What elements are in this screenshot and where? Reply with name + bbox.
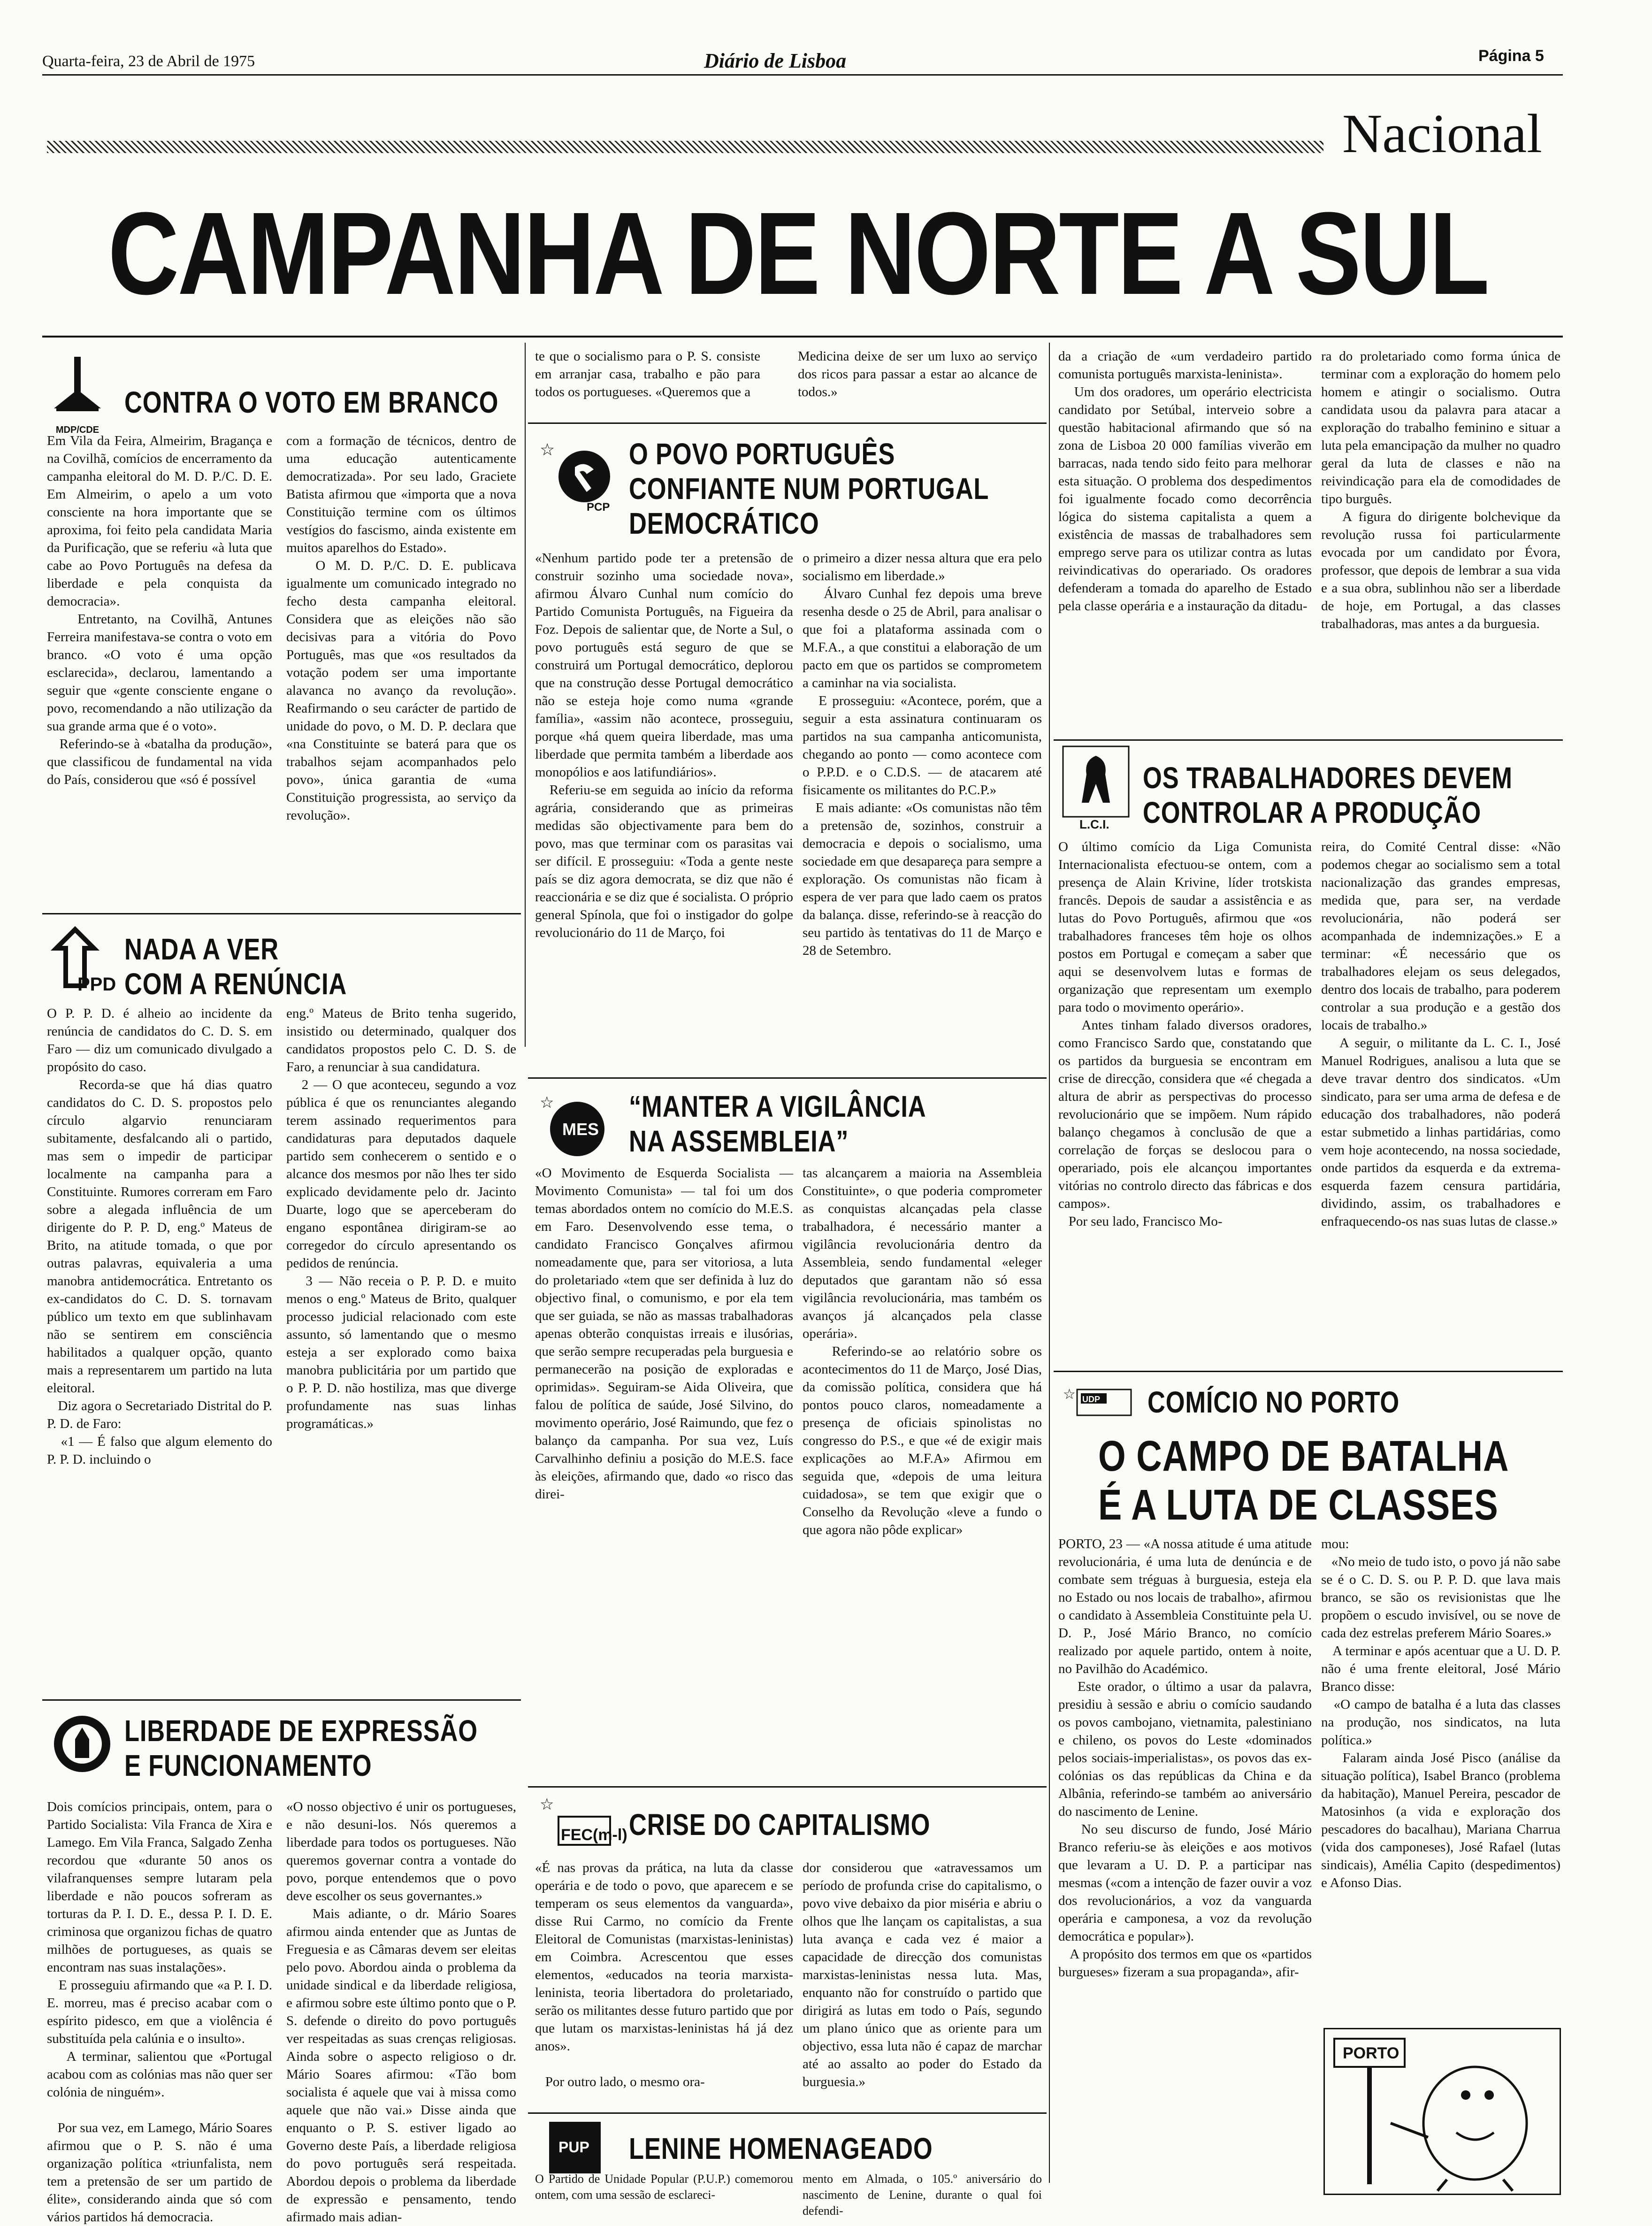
column-divider [525,343,526,1047]
logo-caption: PCP [587,501,610,514]
masthead-rule [42,74,1563,76]
article-title: CRISE DO CAPITALISMO [629,1808,931,1842]
page-number: Página 5 [1478,47,1544,65]
ppd-logo [52,929,117,995]
article-title: O POVO PORTUGUÊS CONFIANTE NUM PORTUGAL DEMOCRÁTICO [629,437,989,540]
article-text-column: mou: «No meio de tudo isto, o povo já não sabe se é o C. D. S. ou P. P. D. que lava mais branco, se são os revisionistas que lhe propõem o escudo invisível, ou se nove de cada dez estrelas preferem Mário Soares.» A terminar e após acentuar que a U. D. P. não é uma frente eleitoral, José Mário Branco disse: «O campo de batalha é a luta das classes na produção, nos sindicatos, na luta política.» Falaram ainda José Pisco (análise da situação política), Isabel Branco (problema da habitação), Manuel Pereira, pescador de Matosinhos (a vida e exploração dos pescadores do bacalhau), Mariana Charrua (vida dos camponeses), José Rafael (lutas sindicais), Amélia Capito (despedimentos) e Afonso Dias. [1321,1536,1561,1890]
article-text-column: dor considerou que «atravessamos um período de profunda crise do capitalismo, o povo vive debaixo da pior miséria e abriu o olhos que lhe lançam os capitalistas, a sua luta avança e cada vez é maior a capacidade de direcção dos comunistas marxistas-leninistas nessa luta. Mas, enquanto não for construído o partido que dirigirá as lutas em todo o País, segundo um plano único que as oriente para um objectivo, essa luta não é capaz de marchar até ao assalto ao poder do Estado da burguesia.» [803,1860,1046,2089]
article-text-column: com a formação de técnicos, dentro de uma educação autenticamente democratizada». Por seu lado, Graciete Batista afirmou que «importa que a nova Constituição termine com os últimos vestígios do fascismo, ainda existente em muitos aparelhos do Estado». O M. D. P./C. D. E. publicava igualmente um comunicado integrado no fecho desta campanha eleitoral. Considera que as eleições não são decisivas para a vitória do Povo Português, mas que «os resultados da votação podem ser uma importante alavanca no avanço da revolução». Reafirmando o seu carácter de partido de unidade do povo, o M. D. P. declara que «na Constituinte se baterá para que os trabalhos sejam acompanhados pelo povo», única garantia de «uma Constituição progressista, ao serviço da revolução». [286,433,516,823]
article-title: LIBERDADE DE EXPRESSÃO E FUNCIONAMENTO [124,1714,478,1782]
article-text-column: te que o socialismo para o P. S. consiste em arranjar casa, trabalho e pão para todos os portugueses. «Queremos que a [535,349,764,399]
article-text-column: «É nas provas da prática, na luta da classe operária e de todo o povo, que aparecem e se temperam os seus elementos da vanguarda», disse Rui Carmo, no comício da Frente Eleitoral de Comunistas (marxistas-leninistas) em Coimbra. Acrescentou que esses elementos, «educados na teoria marxista-leninista, teoria libertadora do proletariado, serão os militantes desse futuro partido que por que lutam os marxistas-leninistas há já dez anos». Por outro lado, o mesmo ora- [535,1860,793,2089]
date-line: Quarta-feira, 23 de Abril de 1975 [42,53,255,70]
logo-caption: MDP/CDE [55,425,99,435]
svg-text:☆: ☆ [540,1796,554,1813]
article-text-column: o primeiro a dizer nessa altura que era pelo socialismo em liberdade.» Álvaro Cunhal fez depois uma breve resenha desde o 25 de Abril, para analisar o que foi a plataforma assinada com o M.F.A., a que constitui a elaboração de um pacto em que os partidos se comprometem a caminhar na via socialista. E prosseguiu: «Acontece, porém, que a seguir a esta assinatura continuaram os partidos na sua campanha anticomunista, chegando ao ponto — como acontece com o P.P.D. e o C.D.S. — de atacarem até fisicamente os militantes do P.C.P.» E mais adiante: «Os comunistas não têm a pretensão de, sozinhos, construir a democracia e depois o socialismo, uma sociedade em que desapareça para sempre a exploração. Os comunistas não ficam à espera de ver para que lado caem os pratos da balança. disse, referindo-se à reacção do seu partido às tentativas do 11 de Março e 28 de Setembro. [803,551,1042,958]
lci-logo [1063,746,1129,831]
article-text-column: O último comício da Liga Comunista Internacionalista efectuou-se ontem, com a presença de Alain Krivine, líder trotskista francês. Depois de saudar a assistência e as lutas do Povo Português, afirmou que «os trabalhadores franceses têm hoje os olhos postos em Portugal e começam a saber que aqui se desenvolvem lutas e formas de organização que representam um exemplo para todo o movimento operário». Antes tinham falado diversos oradores, como Francisco Sardo que, constatando que os partidos da burguesia se encontram em crise de direcção, considera que «é chegada a altura de abrir as perspectivas do processo revolucionário que se impõem. Num rápido balanço chegamos à conclusão de que a correlação de forças se deslocou para o operariado, pois ele alcançou importantes vitórias no controlo directo das fábricas e dos campos». Por seu lado, Francisco Mo- [1058,839,1312,1229]
article-text-column: «O Movimento de Esquerda Socialista — Movimento Comunista» — tal foi um dos temas abordados ontem no comício do M.E.S. em Faro. Desenvolvendo esse tema, o candidato Francisco Gonçalves afirmou nomeadamente que, para ser vitoriosa, a luta do proletariado «tem que ser definida à luz do objectivo final, o comunismo, e por ela tem que ser guiada, se não as massas trabalhadoras apenas obterão conquistas irreais e ilusórias, que serão sempre recuperadas pela burguesia e permanecerão na posição de exploradas e oprimidas». Seguiram-se Aida Oliveira, que falou de política de saúde, José Silvino, do movimento operário, José Raimundo, que fez o balanço da campanha. Por sua vez, Luís Carvalhinho definiu a posição do M.E.S. face às eleições, afirmando que, dado «o risco das direi- [535,1166,797,1502]
article-text-column: O P. P. D. é alheio ao incidente da renúncia de candidatos do C. D. S. em Faro — diz um comunicado divulgado a propósito do caso. Recorda-se que há dias quatro candidatos do C. D. S. propostos pelo círculo algarvio renunciaram subitamente, desfalcando ali o partido, mas sem o impedir de participar localmente na campanha para a Constituinte. Rumores correram em Faro sobre a alegada influência de um dirigente do P. P. D, eng.º Mateus de Brito, na atitude tomada, o que por outras palavras, equivaleria a uma manobra antidemocrática. Entretanto os ex-candidatos do C. D. S. tornavam público um texto em que sublinhavam não se sentirem em consciência habilitados a qualquer opção, quanto mais a representarem um partido na luta eleitoral. Diz agora o Secretariado Distrital do P. P. D. de Faro: «1 — É falso que algum elemento do P. P. D. incluindo o [47,1006,272,1467]
article-text-column: Em Vila da Feira, Almeirim, Bragança e na Covilhã, comícios de encerramento da campanha eleitoral do M. D. P./C. D. E. Em Almeirim, o apelo a um voto consciente na hora importante que se aproxima, foi feito pela candidata Maria da Purificação, que se referiu «à luta que cabe ao Povo Português na defesa da liberdade e pela conquista da democracia». Entretanto, na Covilhã, Antunes Ferreira manifestava-se contra o voto em branco. «O voto é uma opção esclarecida», declarou, lamentando a seguir que «gente consciente engane o povo, recomendando a não utilização da sua grande arma que é o voto». Referindo-se à «batalha da produção», que classificou de fundamental na vida do País, considerou que «só é possível [47,433,273,787]
article-text-column: «Nenhum partido pode ter a pretensão de construir sozinho uma sociedade nova», afirmou Álvaro Cunhal num comício do Partido Comunista Português, na Figueira da Foz. Depois de salientar que, de Norte a Sul, o povo português está seguro de que se construirá um Portugal democrático, deplorou que na construção desse Portugal democrático não se esteja hoje como numa «grande família», «assim não acontece, prosseguiu, porque «há quem queira liberdade, mas uma liberdade que permita também a liberdade aos monopólios e aos latifundiários». Referiu-se em seguida ao início da reforma agrária, considerando que as primeiras medidas são objectivamente para bem do povo, mas que terminar com os parasitas vai ser difícil. E prosseguiu: «Toda a gente neste país se diz agora democrata, se diz que não é reaccionária e se diz que é socialista. O próprio general Spínola, que foi o instigador do golpe revolucionário do 11 de Março, foi [535,551,793,940]
article-divider [528,1077,1047,1079]
article-title: OS TRABALHADORES DEVEM CONTROLAR A PRODUÇÃO [1143,761,1513,829]
mdp-cde-logo [52,357,103,435]
article-text-column: tas alcançarem a maioria na Assembleia Constituinte», o que poderia comprometer as conquistas alcançadas pela classe trabalhadora, é necessário manter a vigilância revolucionária dentro da Assembleia, sendo fundamental «eleger deputados que garantam não só essa vigilância revolucionária, mas também os avanços já alcançados pela classe operária». Referindo-se ao relatório sobre os acontecimentos do 11 de Março, José Dias, da comissão política, considera que há pontos pouco claros, nomeadamente a presença de oficiais spinolistas no congresso do P.S., e que «é de exigir mais explicações ao M.F.A» Afirmou em seguida que, «depois de uma leitura cuidadosa», se tem que exigir que o Conselho da Revolução «leve a fundo o que agora não pôde explicar» [803,1166,1042,1537]
main-headline: CAMPANHA DE NORTE A SUL [108,188,1488,319]
article-text-column: «O nosso objectivo é unir os portugueses, e não desuni-los. Nós queremos a liberdade para todos os portugueses. Não queremos governar contra a vontade do povo, porque entendemos que o povo deve escolher os seus governantes.» Mais adiante, o dr. Mário Soares afirmou ainda entender que as Juntas de Freguesia e as Câmaras devem ser eleitas pelo povo. Abordou ainda o problema da unidade sindical e da liberdade religiosa, e afirmou sobre este último ponto que o P. S. defende o direito do povo português ver respeitadas as suas crenças religiosas. Ainda sobre o aspecto religioso o dr. Mário Soares afirmou: «Tão bom socialista é aquele que vai à missa como aquele que não vai.» Disse ainda que enquanto o P. S. estiver ligado ao Governo deste País, a liberdade religiosa do povo português será respeitada. Abordou depois o problema da liberdade de expressão e pensamento, tendo afirmado mais adian- [286,1799,516,2225]
article-title: LENINE HOMENAGEADO [629,2132,933,2165]
article-divider [42,1699,521,1701]
article-text-column: da a criação de «um verdadeiro partido comunista português marxista-leninista». Um dos oradores, um operário electricista candidato por Setúbal, interveio sobre a questão habitacional afirmando que só na zona de Lisboa 20 000 famílias viverão em barracas, nada tendo sido feito para melhorar esta situação. O problema dos despedimentos foi igualmente focado como decorrência lógica do sistema capitalista a quem a existência de massas de trabalhadores sem emprego serve para os utilizar contra as lutas reivindicativas do operariado. Os oradores defenderam a tomada do aparelho de Estado pela classe operária e a instauração da ditadu- [1058,349,1312,614]
column-divider [1049,343,1050,2183]
article-title: CONTRA O VOTO EM BRANCO [124,385,499,419]
section-title: Nacional [1342,103,1542,164]
svg-text:☆: ☆ [540,1094,554,1112]
article-title: NADA A VER COM A RENÚNCIA [124,932,347,1001]
article-divider [528,422,1047,424]
article-text-column: Medicina deixe de ser um luxo ao serviço dos ricos para passar a estar ao alcance de todos.» [798,349,1041,399]
article-divider [528,2112,1047,2114]
article-text-column: O Partido de Unidade Popular (P.U.P.) comemorou ontem, com uma sessão de esclareci- [535,2172,796,2202]
cartoon-sign-text: PORTO [1343,2044,1400,2062]
svg-text:☆: ☆ [540,440,555,459]
cartoon-drawing [1325,2029,1557,2191]
article-divider [1054,739,1563,741]
logo-caption: FEC(m-l) [561,1826,627,1844]
article-kicker: COMÍCIO NO PORTO [1147,1385,1400,1419]
article-title: O CAMPO DE BATALHA É A LUTA DE CLASSES [1098,1432,1509,1529]
udp-logo [1063,1385,1133,1418]
article-divider [42,913,521,914]
masthead: Diário de Lisboa [704,49,847,72]
article-text-column: eng.º Mateus de Brito tenha sugerido, insistido ou determinado, qualquer dos candidatos propostos pelo C. D. S. de Faro, a renunciar à sua candidatura. 2 — O que aconteceu, segundo a voz pública é que os renunciantes alegando terem assinado requerimentos para candidaturas para deputados daquele partido sem conhecerem o sentido e o alcance dos mesmos por não lhes ter sido explicado devidamente pelo dr. Jacinto Duarte, logo que se aperceberam do engano espontânea dirigiram-se ao corregedor do círculo apresentando os pedidos de renúncia. 3 — Não receia o P. P. D. e muito menos o eng.º Mateus de Brito, qualquer processo judicial relacionado com este assunto, só lamentando que o mesmo esteja a ser explorado como baixa manobra publicitária por um partido que o P. P. D. não hostiliza, mas que diverge profundamente nas suas linhas programáticas.» [286,1006,516,1431]
logo-caption: PPD [77,974,116,995]
logo-caption: PUP [558,2139,589,2156]
mes-logo [540,1094,610,1159]
logo-caption: UDP [1082,1395,1101,1404]
article-text-column: reira, do Comité Central disse: «Não podemos chegar ao socialismo sem a total nacionalização das grandes empresas, medida que, para ser, na verdade revolucionária, não poderá ser acompanhada de indemnizações.» E a terminar: «É necessário que os trabalhadores elejam os seus delegados, dentro dos locais de trabalho, para poderem controlar a sua produção e a gestão dos locais de trabalho.» A seguir, o militante da L. C. I., José Manuel Rodrigues, analisou a luta que se deve travar dentro dos sindicatos. «Um sindicato, para ser uma arma de defesa e de educação dos trabalhadores, não poderá estar submetido a linhas partidárias, como vem hoje acontecendo, na nossa sociedade, onde partidos da esquerda e da extrema-esquerda fazem censura partidária, dividindo, assim, os trabalhadores e enfraquecendo-os nas suas lutas de classe.» [1321,839,1561,1229]
logo-caption: L.C.I. [1079,817,1109,831]
article-divider [528,1786,1047,1788]
article-title: “MANTER A VIGILÂNCIA NA ASSEMBLEIA” [629,1090,926,1158]
svg-text:☆: ☆ [1063,1387,1076,1402]
article-text-column: Dois comícios principais, ontem, para o Partido Socialista: Vila Franca de Xira e Lamego. Em Vila Franca, Salgado Zenha recordou que «durante 50 anos os vilafranquenses sempre lutaram pela liberdade e não poucos sofreram as torturas da P. I. D. E., dessa P. I. D. E. criminosa que organizou fichas de quatro milhões de portugueses, as quais se encontram nas suas instalações». E prosseguiu afirmando que «a P. I. D. E. morreu, mas é preciso acabar com o espírito pidesco, em que a violência é substituída pela calúnia e o insulto». A terminar, salientou que «Portugal acabou com as colónias mas não quer ser colónia de ninguém». Por sua vez, em Lamego, Mário Soares afirmou que o P. S. não é uma organização política «triunfalista, nem tem a pretensão de ser um partido de élite», considerando ainda que só com vários partidos há democracia. [47,1799,273,2225]
article-text-column: mento em Almada, o 105.º aniversário do nascimento de Lenine, durante o qual foi defendi- [803,2172,1045,2218]
article-divider [1054,1371,1563,1372]
headline-rule [42,336,1563,338]
hatch-band [47,141,1323,153]
ps-logo [52,1713,113,1774]
logo-caption: MES [562,1120,599,1139]
fec-logo [540,1796,627,1852]
article-text-column: ra do proletariado como forma única de terminar com a exploração do homem pelo homem e atingir o socialismo. Outra candidata usou da palavra para atacar a exploração do trabalho feminino e situar a luta pela emancipação da mulher no quadro geral da luta de classes e não na reivindicação para ela de comodidades de tipo burguês. A figura do dirigente bolchevique da revolução russa foi particularmente evocada por um candidato por Évora, professor, que depois de lembrar a sua vida e a sua obra, sublinhou não ser a liberdade de hoje, em Portugal, a das classes trabalhadoras, mas antes a da burguesia. [1321,349,1560,631]
porto-cartoon [1323,2028,1561,2195]
pup-logo [540,2117,610,2178]
pcp-logo [540,441,615,512]
article-text-column: PORTO, 23 — «A nossa atitude é uma atitude revolucionária, é uma luta de denúncia e de combate sem tréguas à burguesia, esteja ela no Estado ou nos locais de trabalho», afirmou o candidato à Assembleia Constituinte pela U. D. P., José Mário Branco, no comício realizado por aquele partido, ontem à noite, no Pavilhão do Académico. Este orador, o último a usar da palavra, presidiu à sessão e abriu o comício saudando os povos cambojano, vietnamita, palestiniano e chileno, os povos do Leste «dominados pelos sociais-imperialistas», os povos das ex-colónias os das repúblicas da China e da Albânia, referindo-se também ao aniversário do nascimento de Lenine. No seu discurso de fundo, José Mário Branco referiu-se às eleições e aos motivos que levaram a U. D. P. a participar nas mesmas («com a intenção de fazer ouvir a voz dos revolucionários, a voz da vanguarda operária e camponesa, a voz da revolução democrática e popular»). A propósito dos termos em que os «partidos burgueses» fizeram a sua propaganda», afir- [1058,1536,1312,1980]
